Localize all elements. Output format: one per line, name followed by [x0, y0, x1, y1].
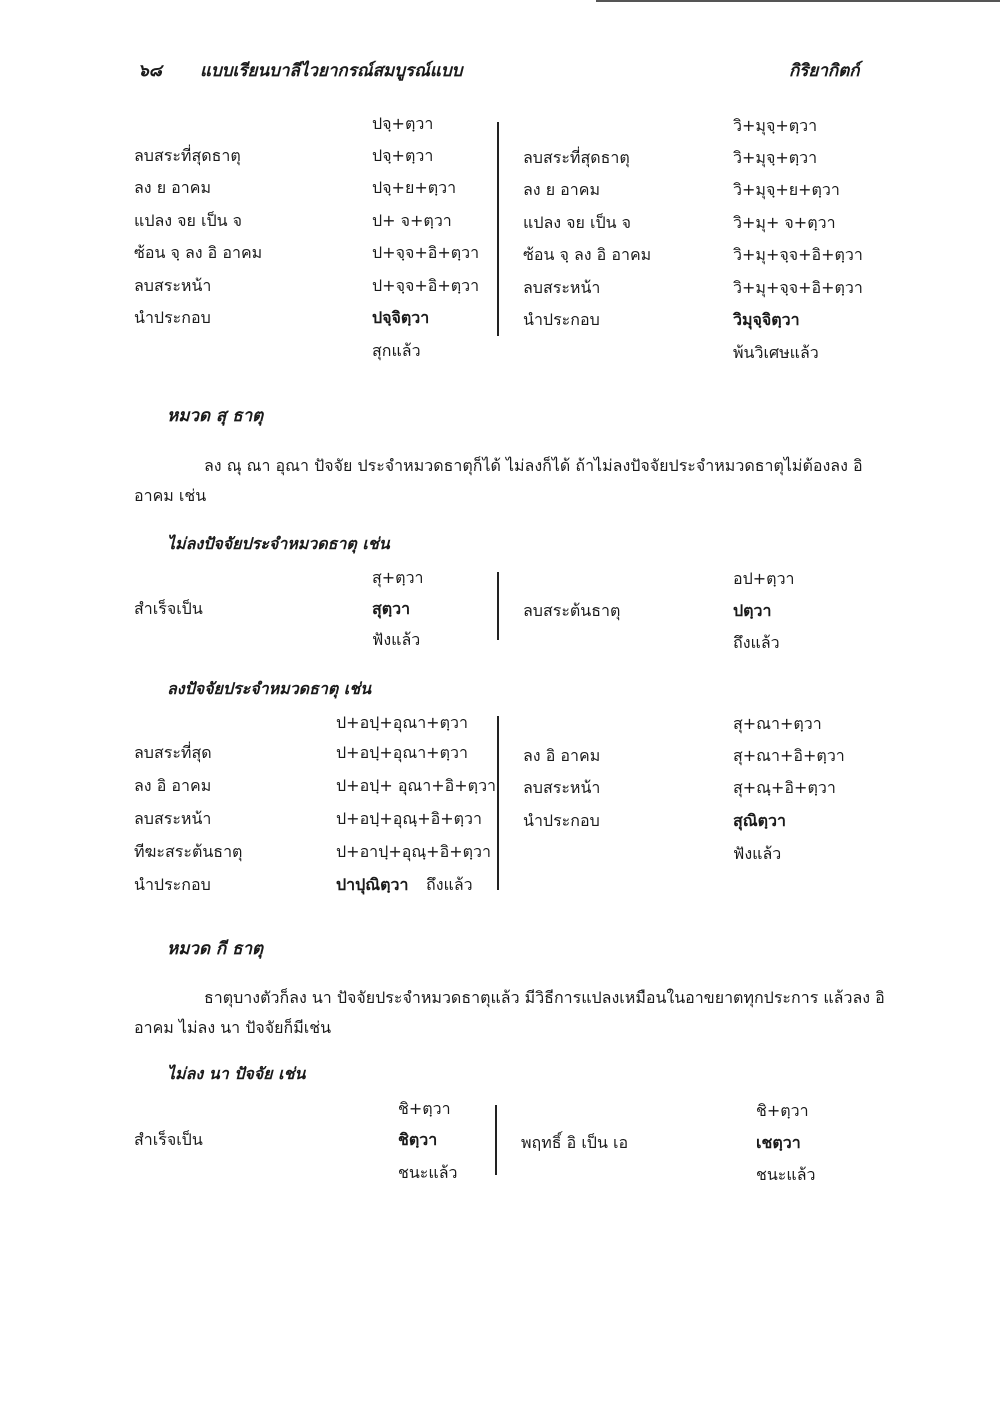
step-label: ลบสระหน้า	[523, 778, 601, 797]
step-label: ลบสระที่สุดธาตุ	[523, 148, 630, 167]
step-label: ลง ย อาคม	[134, 178, 212, 197]
book-title: แบบเรียนบาลีไวยากรณ์สมบูรณ์แบบ	[200, 61, 463, 81]
final-form: วิมุจฺจิตฺวา	[733, 310, 800, 329]
column-divider	[497, 572, 499, 640]
column-divider	[497, 122, 499, 336]
form: วิ+มุจฺ+ตฺวา	[733, 148, 818, 167]
form: ป+จฺจ+อิ+ตฺวา	[372, 243, 480, 262]
form: สุ+ณา+อิ+ตฺวา	[733, 746, 845, 765]
meaning: สุกแล้ว	[372, 341, 421, 360]
column-divider	[497, 716, 499, 890]
page-number: ๖๘	[138, 61, 162, 81]
meaning: พ้นวิเศษแล้ว	[733, 343, 819, 362]
form: ป+อปฺ+อุณา+ตฺวา	[336, 743, 468, 762]
step-label: ลง อิ อาคม	[134, 776, 212, 795]
subheading: ไม่ลงปัจจัยประจำหมวดธาตุ เช่น	[167, 534, 390, 553]
final-form: สุณิตฺวา	[733, 811, 786, 830]
form: วิ+มุ+จฺจ+อิ+ตฺวา	[733, 245, 863, 264]
form: ป+อปฺ+ อุณา+อิ+ตฺวา	[336, 776, 497, 795]
step-label: ลบสระที่สุดธาตุ	[134, 146, 241, 165]
form: ชิ+ตฺวา	[398, 1099, 451, 1118]
form: ปจฺ+ตฺวา	[372, 114, 434, 133]
step-label: ลบสระที่สุด	[134, 743, 212, 762]
subheading: ลงปัจจัยประจำหมวดธาตุ เช่น	[167, 679, 372, 698]
step-label: ลบสระหน้า	[134, 276, 212, 295]
step-label: แปลง จย เป็น จ	[523, 213, 632, 232]
step-label: แปลง จย เป็น จ	[134, 211, 243, 230]
step-label: ทีฆะสระต้นธาตุ	[134, 842, 243, 861]
form: วิ+มุจฺ+ย+ตฺวา	[733, 180, 840, 199]
step-label: นำประกอบ	[523, 310, 600, 329]
form: ป+จฺจ+อิ+ตฺวา	[372, 276, 480, 295]
step-label: นำประกอบ	[134, 875, 211, 894]
form: ปจฺ+ตฺวา	[372, 146, 434, 165]
final-form: เชตฺวา	[756, 1133, 801, 1152]
step-label: ลบสระหน้า	[523, 278, 601, 297]
form: ป+ จ+ตฺวา	[372, 211, 452, 230]
form: ปจฺ+ย+ตฺวา	[372, 178, 457, 197]
form: สุ+ตฺวา	[372, 568, 424, 587]
section-heading-ki: หมวด กี ธาตุ	[167, 939, 264, 959]
step-label: ซ้อน จฺ ลง อิ อาคม	[523, 245, 652, 264]
step-label: ลง อิ อาคม	[523, 746, 601, 765]
step-label: นำประกอบ	[523, 811, 600, 830]
step-label: ลบสระต้นธาตุ	[523, 601, 621, 620]
paragraph-line: ธาตุบางตัวก็ลง นา ปัจจัยประจำหมวดธาตุแล้ว มีวิธีการแปลงเหมือนในอาขยาตทุกประการ แล้วลง อิ	[204, 988, 885, 1007]
meaning: ชนะแล้ว	[398, 1163, 458, 1182]
meaning: ถึงแล้ว	[733, 633, 780, 652]
step-label: ลง ย อาคม	[523, 180, 601, 199]
form: สุ+ณฺ+อิ+ตฺวา	[733, 778, 836, 797]
step-label: สำเร็จเป็น	[134, 1130, 203, 1149]
meaning: ฟังแล้ว	[372, 630, 421, 649]
step-label: สำเร็จเป็น	[134, 599, 203, 618]
final-form: ปจฺจิตฺวา	[372, 308, 430, 327]
final-form: สุตฺวา	[372, 599, 411, 618]
meaning: ชนะแล้ว	[756, 1165, 816, 1184]
form: ป+อปฺ+อุณฺ+อิ+ตฺวา	[336, 809, 482, 828]
chapter-title: กิริยากิตก์	[789, 61, 860, 81]
step-label: นำประกอบ	[134, 308, 211, 327]
step-label: พฤทธิ์ อิ เป็น เอ	[521, 1133, 629, 1152]
final-form: ชิตฺวา	[398, 1130, 438, 1149]
form: วิ+มุจฺ+ตฺวา	[733, 116, 818, 135]
form: สุ+ณา+ตฺวา	[733, 714, 822, 733]
final-form: ปตฺวา	[733, 601, 772, 620]
form: ป+อปฺ+อุณา+ตฺวา	[336, 713, 468, 732]
column-divider	[495, 1105, 497, 1175]
paragraph-line: ลง ณุ ณา อุณา ปัจจัย ประจำหมวดธาตุก็ได้ ไม่ลงก็ได้ ถ้าไม่ลงปัจจัยประจำหมวดธาตุไม่ต้องลง อิ	[204, 456, 863, 475]
paragraph-line: อาคม ไม่ลง นา ปัจจัยก็มีเช่น	[134, 1018, 332, 1037]
step-label: ลบสระหน้า	[134, 809, 212, 828]
final-form: ปาปุณิตฺวา	[336, 875, 409, 894]
paragraph-line: อาคม เช่น	[134, 486, 207, 505]
form: วิ+มุ+ จ+ตฺวา	[733, 213, 836, 232]
section-heading-su: หมวด สุ ธาตุ	[167, 406, 264, 426]
step-label: ซ้อน จฺ ลง อิ อาคม	[134, 243, 263, 262]
meaning: ถึงแล้ว	[426, 875, 473, 894]
form: วิ+มุ+จฺจ+อิ+ตฺวา	[733, 278, 863, 297]
form: อป+ตฺวา	[733, 569, 795, 588]
form: ชิ+ตฺวา	[756, 1101, 809, 1120]
form: ป+อาปฺ+อุณฺ+อิ+ตฺวา	[336, 842, 491, 861]
scan-edge-line	[596, 0, 1000, 2]
meaning: ฟังแล้ว	[733, 844, 782, 863]
subheading: ไม่ลง นา ปัจจัย เช่น	[167, 1064, 306, 1083]
